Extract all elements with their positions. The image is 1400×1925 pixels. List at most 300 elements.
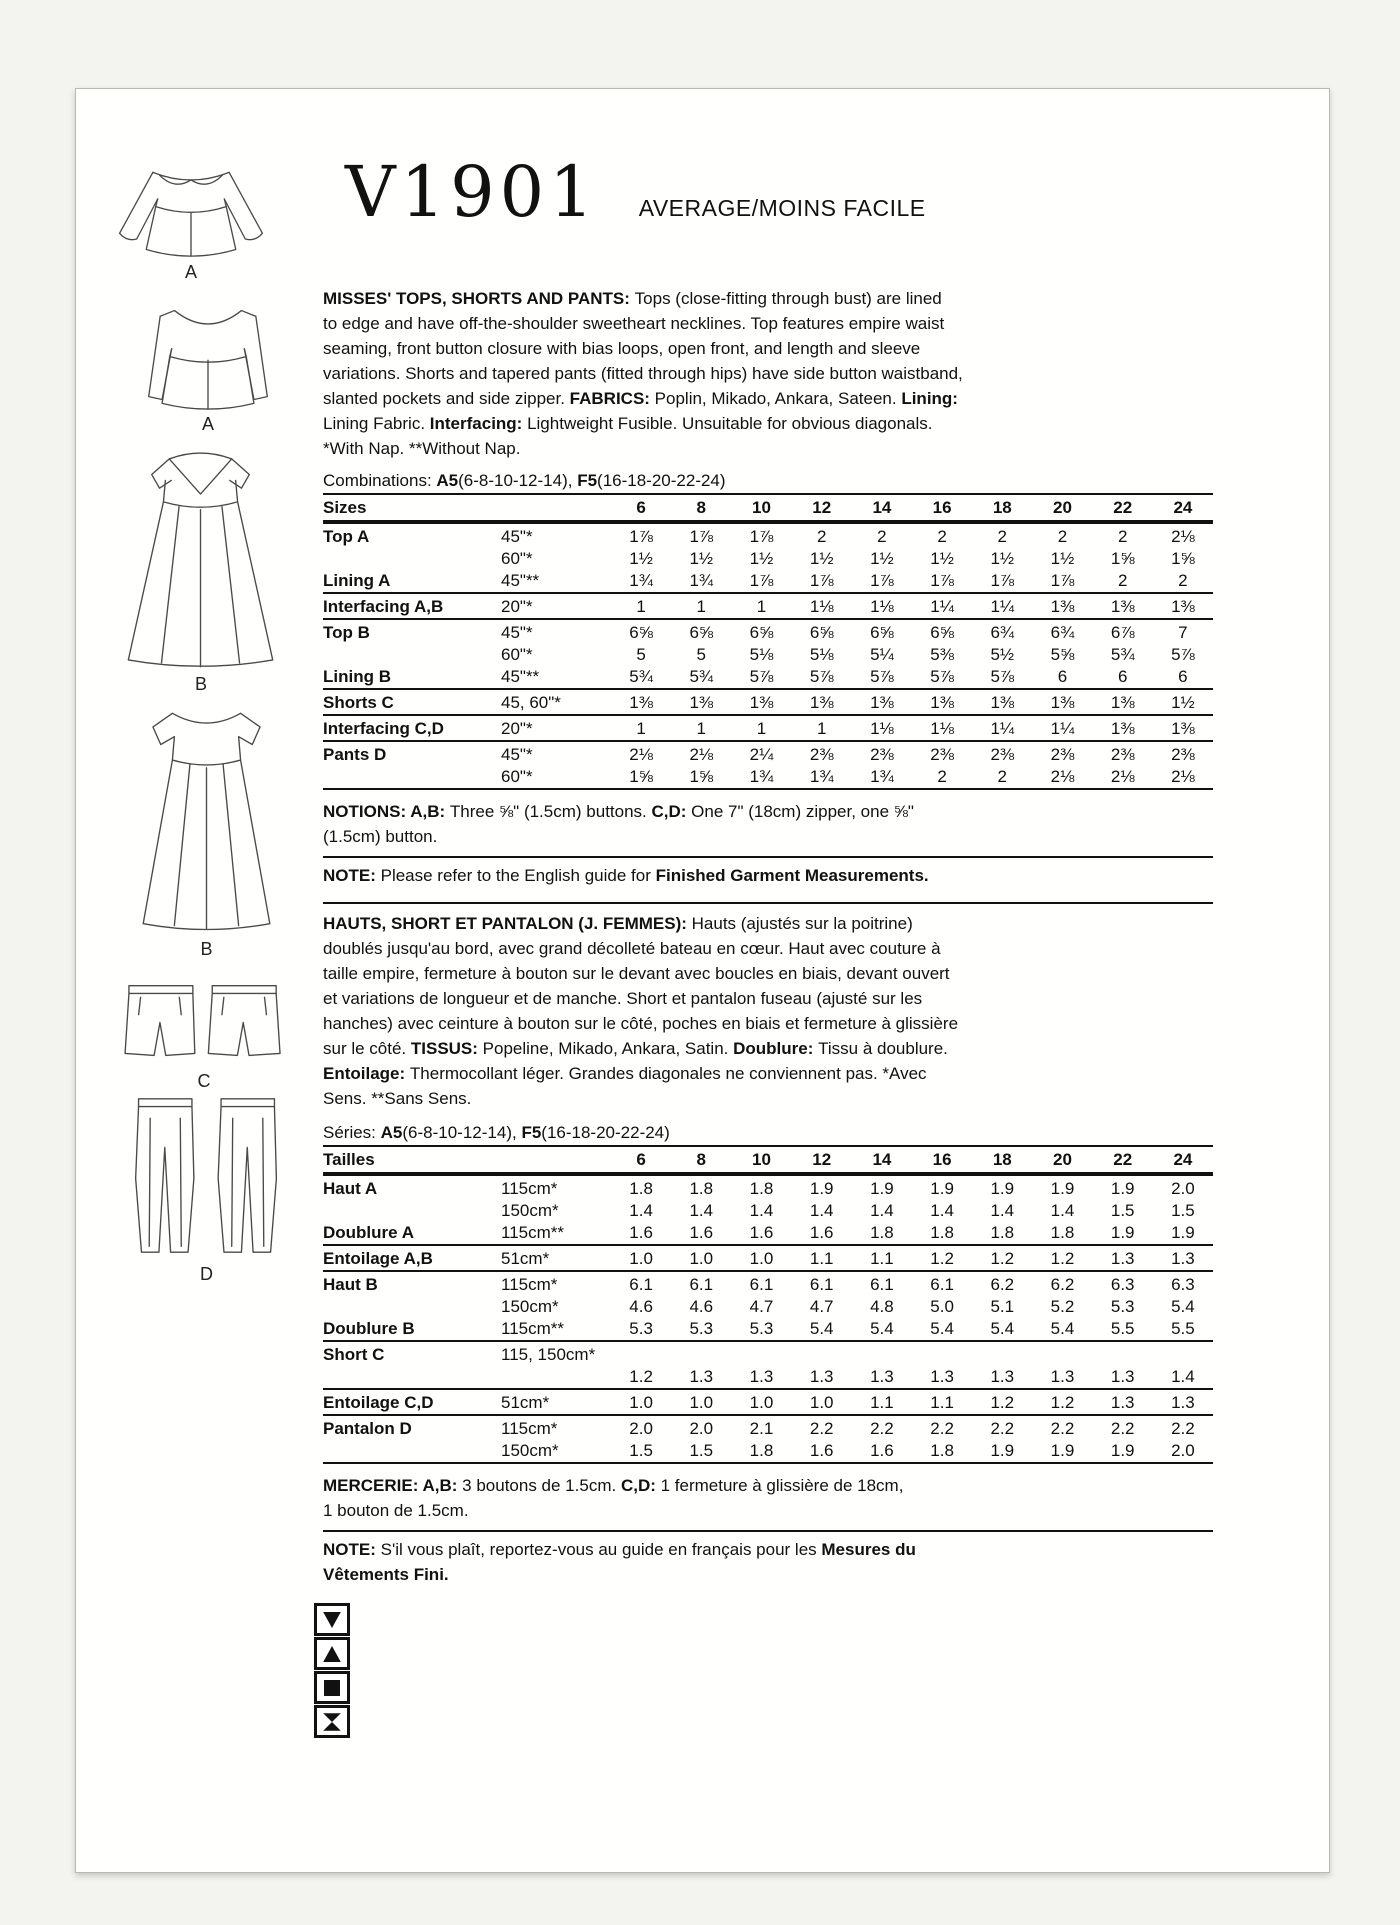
yardage-value: 5.3	[629, 1319, 653, 1338]
yardage-value: 1.3	[1171, 1393, 1195, 1412]
sketch-label: D	[200, 1264, 213, 1284]
yardage-value: 1.0	[689, 1249, 714, 1268]
yardage-row	[323, 570, 1213, 592]
yardage-row	[323, 522, 1213, 548]
fabric-width: 150cm*	[501, 1201, 559, 1220]
yardage-value: 4.6	[689, 1297, 714, 1316]
yardage-value: 6⅞	[1110, 623, 1135, 642]
yardage-value: 6⅝	[749, 623, 774, 642]
yardage-value: 1.4	[629, 1201, 653, 1220]
garment-label: Doublure A	[323, 1223, 414, 1242]
yardage-value: 1.8	[990, 1223, 1015, 1242]
yardage-value: 5¾	[629, 667, 653, 686]
yardage-value: 1.8	[749, 1441, 774, 1460]
yardage-value: 1½	[689, 549, 714, 568]
yardage-value: 2	[997, 767, 1008, 786]
yardage-value: 1.0	[809, 1393, 834, 1412]
top-a-front-icon	[96, 159, 286, 259]
yardage-value: 1.8	[689, 1179, 714, 1198]
yardage-value: 2.2	[870, 1419, 894, 1438]
fabric-width: 51cm*	[501, 1249, 550, 1268]
yardage-row	[323, 644, 1213, 666]
french-mercerie: MERCERIE: A,B: 3 boutons de 1.5cm. C,D: 1 fermeture à glissière de 18cm, 1 bouton de 1.5cm.	[323, 1476, 904, 1520]
fabric-width: 45"**	[501, 667, 540, 686]
yardage-value: 5.4	[1171, 1297, 1195, 1316]
fabric-width: 51cm*	[501, 1393, 550, 1412]
garment-label: Interfacing A,B	[323, 597, 444, 616]
yardage-value: 1⅞	[749, 527, 774, 546]
fabric-width: 115cm*	[501, 1179, 558, 1198]
yardage-value: 5.3	[689, 1319, 714, 1338]
yardage-value: 1⅝	[1110, 549, 1135, 568]
yardage-value: 2⅜	[930, 745, 954, 764]
yardage-value: 2⅜	[870, 745, 894, 764]
yardage-value: 5.4	[990, 1319, 1015, 1338]
yardage-value: 1.5	[1171, 1201, 1195, 1220]
yardage-value: 1.9	[990, 1179, 1015, 1198]
french-note: NOTE: S'il vous plaît, reportez-vous au guide en français pour les Mesures du Vêtements Fini.	[323, 1530, 1213, 1587]
yardage-value: 5.1	[990, 1297, 1015, 1316]
square-icon	[314, 1671, 350, 1704]
yardage-row	[323, 1296, 1213, 1318]
yardage-value: 5	[696, 645, 707, 664]
yardage-value: 1.6	[689, 1223, 714, 1242]
pattern-number: V1901	[345, 151, 599, 233]
yardage-value: 2⅛	[629, 745, 653, 764]
yardage-value: 1⅜	[990, 693, 1015, 712]
garment-label: Interfacing C,D	[323, 719, 444, 738]
yardage-value: 1⅜	[1171, 719, 1195, 738]
yardage-value: 1.6	[870, 1441, 894, 1460]
yardage-value: 5.4	[930, 1319, 954, 1338]
size-column-header: 6	[636, 1150, 646, 1169]
yardage-value: 1⅜	[689, 693, 714, 712]
yardage-value: 1⅜	[1171, 597, 1195, 616]
yardage-value: 1.9	[930, 1179, 954, 1198]
yardage-row	[323, 740, 1213, 766]
yardage-row	[323, 548, 1213, 570]
yardage-value: 1	[696, 597, 707, 616]
yardage-value: 2	[997, 527, 1008, 546]
yardage-value: 5¾	[689, 667, 714, 686]
yardage-value: 4.6	[629, 1297, 653, 1316]
yardage-value: 1	[816, 719, 827, 738]
yardage-row	[323, 1440, 1213, 1462]
garment-label: Top A	[323, 527, 370, 546]
yardage-value: 1.8	[1050, 1223, 1075, 1242]
sketch-top-a-back	[118, 301, 298, 435]
yardage-value: 1.2	[990, 1393, 1015, 1412]
yardage-value: 1⅞	[930, 571, 954, 590]
garment-label: Top B	[323, 623, 370, 642]
fabric-width: 150cm*	[501, 1297, 559, 1316]
yardage-value: 1	[636, 719, 646, 738]
yardage-value: 1	[696, 719, 707, 738]
yardage-value: 1.1	[870, 1393, 894, 1412]
yardage-value: 1⅝	[629, 767, 653, 786]
yardage-value: 5.4	[870, 1319, 894, 1338]
yardage-value: 1.9	[1110, 1223, 1135, 1242]
yardage-value: 1.3	[930, 1367, 954, 1386]
yardage-value: 6.1	[809, 1275, 834, 1294]
yardage-value: 2⅜	[1050, 745, 1075, 764]
yardage-value: 5	[636, 645, 646, 664]
yardage-value: 2	[937, 527, 947, 546]
yardage-value: 1¾	[629, 571, 653, 590]
size-column-header: 16	[932, 498, 952, 517]
yardage-value: 1.9	[809, 1179, 834, 1198]
yardage-row	[323, 1174, 1213, 1200]
yardage-value: 6⅝	[689, 623, 714, 642]
yardage-value: 2⅜	[1171, 745, 1195, 764]
yardage-value: 1⅞	[1050, 571, 1075, 590]
yardage-value: 5⅞	[930, 667, 954, 686]
table-header-row	[323, 495, 1213, 522]
english-yardage-table	[323, 493, 1213, 790]
size-column-header: 14	[872, 1150, 892, 1169]
size-column-header: 22	[1113, 1150, 1133, 1169]
yardage-value: 2.2	[809, 1419, 834, 1438]
yardage-value: 2¼	[749, 745, 774, 764]
garment-label: Entoilage C,D	[323, 1393, 434, 1412]
yardage-value: 1.6	[809, 1441, 834, 1460]
fabric-width: 150cm*	[501, 1441, 559, 1460]
size-column-header: 24	[1173, 498, 1193, 517]
yardage-value: 5¼	[870, 645, 894, 664]
yardage-value: 6⅝	[930, 623, 954, 642]
yardage-value: 1⅜	[629, 693, 653, 712]
yardage-value: 5⅞	[990, 667, 1015, 686]
yardage-value: 4.8	[870, 1297, 894, 1316]
top-a-back-icon	[118, 301, 298, 411]
fabric-width: 115cm*	[501, 1275, 558, 1294]
yardage-value: 1.3	[1110, 1249, 1135, 1268]
dress-b-back-icon	[114, 701, 299, 936]
yardage-value: 1⅞	[990, 571, 1015, 590]
yardage-value: 5.4	[809, 1319, 834, 1338]
yardage-value: 1.1	[870, 1249, 894, 1268]
sketch-top-a-front	[96, 159, 286, 283]
yardage-row	[323, 1414, 1213, 1440]
english-note: NOTE: Please refer to the English guide for Finished Garment Measurements.	[323, 856, 1213, 888]
yardage-value: 6.3	[1110, 1275, 1135, 1294]
yardage-value: 1¾	[870, 767, 894, 786]
yardage-value: 2⅛	[1110, 767, 1135, 786]
yardage-value: 1¼	[990, 597, 1015, 616]
yardage-value: 1.8	[629, 1179, 653, 1198]
yardage-row	[323, 1366, 1213, 1388]
yardage-value: 1.3	[1110, 1367, 1135, 1386]
fabric-width: 45"**	[501, 571, 540, 590]
yardage-value: 1.6	[629, 1223, 653, 1242]
size-column-header: 12	[812, 1150, 832, 1169]
yardage-value: 1.3	[1110, 1393, 1135, 1412]
yardage-value: 6.1	[629, 1275, 653, 1294]
yardage-value: 5⅛	[749, 645, 774, 664]
yardage-value: 1.5	[629, 1441, 653, 1460]
yardage-value: 5.5	[1110, 1319, 1135, 1338]
fabric-width: 60"*	[501, 549, 533, 568]
size-column-header: 20	[1053, 498, 1072, 517]
size-column-header: 24	[1173, 1150, 1193, 1169]
yardage-value: 2⅜	[990, 745, 1015, 764]
yardage-value: 6.3	[1171, 1275, 1195, 1294]
garment-label: Pantalon D	[323, 1419, 412, 1438]
yardage-value: 1⅜	[930, 693, 954, 712]
yardage-value: 5⅝	[1050, 645, 1075, 664]
garment-label: Short C	[323, 1345, 385, 1364]
yardage-value: 1.9	[1050, 1441, 1075, 1460]
size-column-header: 22	[1113, 498, 1133, 517]
yardage-value: 1⅛	[870, 719, 894, 738]
yardage-value: 1½	[1171, 693, 1195, 712]
yardage-value: 5⅞	[870, 667, 894, 686]
yardage-value: 1.0	[629, 1393, 653, 1412]
yardage-row	[323, 1222, 1213, 1244]
yardage-value: 1⅜	[1110, 597, 1135, 616]
yardage-value: 1.5	[1110, 1201, 1135, 1220]
yardage-value: 1.1	[930, 1393, 954, 1412]
size-column-header: 12	[812, 498, 832, 517]
fabric-width: 45, 60"*	[501, 693, 561, 712]
yardage-value: 1¼	[930, 597, 954, 616]
fabric-width: 45"*	[501, 745, 533, 764]
yardage-row	[323, 766, 1213, 788]
yardage-value: 1½	[870, 549, 894, 568]
yardage-value: 1½	[809, 549, 834, 568]
yardage-value: 1¾	[749, 767, 774, 786]
french-description: HAUTS, SHORT ET PANTALON (J. FEMMES): Hauts (ajustés sur la poitrine) doublés jusqu'au bord, avec grand décolleté bateau en cœur. Haut avec couture à taille empire, fermeture à bouton sur le devant avec boucles en biais, devant ouvert et variations de longueur et de manche. Short et pantalon fuseau (ajusté sur les hanches) avec ceinture à bouton sur le côté, poches en biais et fermeture à glissière sur le côté. TISSUS: Popeline, Mikado, Ankara, Satin. Doublure: Tissu à doublure. Entoilage: Thermocollant léger. Grandes diagonales ne conviennent pas. *Avec Sens. **Sans Sens.	[323, 902, 1213, 1111]
yardage-value: 1⅞	[689, 527, 714, 546]
size-column-header: 10	[752, 1150, 771, 1169]
yardage-value: 2.2	[1110, 1419, 1135, 1438]
table-header-label: Sizes	[323, 498, 367, 517]
garment-label: Doublure B	[323, 1319, 415, 1338]
sketch-label: B	[200, 939, 213, 959]
yardage-value: 7	[1178, 623, 1188, 642]
yardage-value: 2.2	[990, 1419, 1015, 1438]
yardage-value: 1⅜	[1050, 693, 1075, 712]
yardage-value: 2	[1117, 571, 1128, 590]
triangle-down-icon	[314, 1603, 350, 1636]
yardage-value: 6⅝	[870, 623, 894, 642]
yardage-value: 1.0	[629, 1249, 653, 1268]
yardage-value: 2	[877, 527, 887, 546]
yardage-value: 2⅛	[1171, 527, 1195, 546]
garment-label: Lining B	[323, 667, 391, 686]
yardage-value: 2.0	[689, 1419, 714, 1438]
yardage-value: 5⅛	[809, 645, 834, 664]
yardage-value: 5.0	[930, 1297, 954, 1316]
yardage-value: 2.0	[1171, 1179, 1195, 1198]
yardage-value: 6	[1178, 667, 1188, 686]
yardage-value: 6.1	[870, 1275, 894, 1294]
yardage-value: 1⅝	[1171, 549, 1195, 568]
yardage-value: 1.5	[689, 1441, 714, 1460]
size-column-header: 20	[1053, 1150, 1072, 1169]
cutting-layout-symbols	[314, 1603, 352, 1738]
yardage-value: 6	[1117, 667, 1128, 686]
yardage-value: 2⅜	[1110, 745, 1135, 764]
yardage-value: 2.1	[749, 1419, 774, 1438]
size-column-header: 8	[696, 1150, 707, 1169]
fabric-width: 20"*	[501, 719, 533, 738]
fabric-width: 60"*	[501, 645, 533, 664]
yardage-row	[323, 1340, 1213, 1366]
dress-b-front-icon	[101, 441, 301, 671]
yardage-value: 2	[816, 527, 827, 546]
yardage-value: 1.1	[809, 1249, 834, 1268]
sketch-pants-d	[124, 1091, 289, 1285]
yardage-value: 1⅛	[809, 597, 834, 616]
yardage-value: 1½	[990, 549, 1015, 568]
yardage-value: 1½	[1050, 549, 1075, 568]
hourglass-icon	[314, 1705, 350, 1738]
yardage-value: 1¾	[809, 767, 834, 786]
title-row	[323, 151, 1213, 254]
sketch-shorts-c	[118, 976, 290, 1092]
yardage-value: 1.4	[930, 1201, 954, 1220]
table-header-row	[323, 1147, 1213, 1174]
yardage-row	[323, 1388, 1213, 1414]
english-combinations: Combinations: A5(6-8-10-12-14), F5(16-18-20-22-24)	[323, 471, 726, 490]
yardage-row	[323, 714, 1213, 740]
yardage-value: 6¾	[1050, 623, 1075, 642]
yardage-value: 2	[1117, 527, 1128, 546]
yardage-value: 2⅜	[809, 745, 834, 764]
yardage-value: 1.2	[629, 1367, 653, 1386]
yardage-value: 1¼	[990, 719, 1015, 738]
yardage-value: 2	[937, 767, 947, 786]
page	[75, 88, 1330, 1873]
yardage-value: 1.8	[930, 1223, 954, 1242]
yardage-value: 1.2	[1050, 1249, 1075, 1268]
yardage-value: 1.3	[1171, 1249, 1195, 1268]
sketch-label: A	[184, 262, 197, 282]
yardage-row	[323, 688, 1213, 714]
garment-label: Lining A	[323, 571, 391, 590]
yardage-value: 6.2	[990, 1275, 1015, 1294]
size-column-header: 16	[932, 1150, 952, 1169]
yardage-value: 2.0	[629, 1419, 653, 1438]
yardage-value: 2	[1057, 527, 1068, 546]
yardage-value: 1.9	[990, 1441, 1015, 1460]
size-column-header: 14	[872, 498, 892, 517]
yardage-value: 5.2	[1050, 1297, 1075, 1316]
yardage-value: 1⅞	[749, 571, 774, 590]
yardage-value: 1⅝	[689, 767, 714, 786]
yardage-value: 1.9	[870, 1179, 894, 1198]
yardage-value: 1½	[930, 549, 954, 568]
fabric-width: 115cm*	[501, 1419, 558, 1438]
yardage-value: 1.2	[1050, 1393, 1075, 1412]
shorts-c-icon	[118, 976, 290, 1068]
yardage-value: 1⅜	[870, 693, 894, 712]
yardage-value: 1.8	[749, 1179, 774, 1198]
sketch-label: C	[197, 1071, 211, 1091]
size-column-header: 6	[636, 498, 646, 517]
yardage-value: 5⅜	[930, 645, 954, 664]
yardage-value: 1.3	[870, 1367, 894, 1386]
yardage-value: 1½	[749, 549, 774, 568]
yardage-value: 1.8	[870, 1223, 894, 1242]
fabric-width: 45"*	[501, 623, 533, 642]
yardage-value: 1.4	[749, 1201, 774, 1220]
garment-label: Entoilage A,B	[323, 1249, 433, 1268]
fabric-width: 45"*	[501, 527, 533, 546]
yardage-value: 6.1	[749, 1275, 774, 1294]
yardage-value: 1.4	[990, 1201, 1015, 1220]
size-column-header: 18	[992, 1150, 1012, 1169]
yardage-value: 1.0	[749, 1249, 774, 1268]
yardage-value: 6.2	[1050, 1275, 1075, 1294]
fabric-width: 115cm**	[501, 1319, 564, 1338]
yardage-value: 1¼	[1050, 719, 1075, 738]
yardage-value: 1.4	[1050, 1201, 1075, 1220]
yardage-row	[323, 1200, 1213, 1222]
yardage-value: 6⅝	[809, 623, 834, 642]
sketch-dress-b-back	[114, 701, 299, 960]
yardage-value: 1⅜	[1110, 693, 1135, 712]
yardage-value: 4.7	[809, 1297, 834, 1316]
yardage-value: 1⅞	[809, 571, 834, 590]
yardage-value: 1⅛	[870, 597, 894, 616]
yardage-value: 1.3	[990, 1367, 1015, 1386]
yardage-value: 1	[756, 597, 767, 616]
yardage-value: 5½	[990, 645, 1015, 664]
french-series: Séries: A5(6-8-10-12-14), F5(16-18-20-22-24)	[323, 1123, 670, 1142]
sketch-label: A	[201, 414, 214, 434]
yardage-value: 1.3	[809, 1367, 834, 1386]
yardage-value: 1.4	[1171, 1367, 1195, 1386]
fabric-width: 20"*	[501, 597, 533, 616]
yardage-value: 1.4	[809, 1201, 834, 1220]
yardage-value: 1.4	[870, 1201, 894, 1220]
yardage-value: 6⅝	[629, 623, 653, 642]
yardage-value: 1⅞	[629, 527, 653, 546]
triangle-up-icon	[314, 1637, 350, 1670]
yardage-value: 1⅜	[809, 693, 834, 712]
yardage-value: 1¾	[689, 571, 714, 590]
yardage-value: 1⅞	[870, 571, 894, 590]
yardage-value: 5⅞	[1171, 645, 1195, 664]
yardage-value: 2⅛	[1050, 767, 1075, 786]
yardage-value: 1.4	[689, 1201, 714, 1220]
garment-label: Pants D	[323, 745, 387, 764]
yardage-value: 6	[1057, 667, 1068, 686]
yardage-row	[323, 1244, 1213, 1270]
yardage-value: 1.9	[1110, 1441, 1135, 1460]
yardage-value: 1.3	[1050, 1367, 1075, 1386]
yardage-row	[323, 1318, 1213, 1340]
yardage-value: 5.3	[1110, 1297, 1135, 1316]
garment-label: Haut B	[323, 1275, 378, 1294]
yardage-value: 5⅞	[809, 667, 834, 686]
yardage-value: 1⅛	[930, 719, 954, 738]
yardage-value: 1.8	[930, 1441, 954, 1460]
table-header-label: Tailles	[323, 1150, 375, 1169]
yardage-value: 1⅜	[1110, 719, 1135, 738]
yardage-value: 1.3	[689, 1367, 714, 1386]
yardage-row	[323, 618, 1213, 644]
yardage-row	[323, 666, 1213, 688]
yardage-value: 1.2	[930, 1249, 954, 1268]
yardage-value: 5.3	[749, 1319, 774, 1338]
english-notions: NOTIONS: A,B: Three ⅝" (1.5cm) buttons. C,D: One 7" (18cm) zipper, one ⅝" (1.5cm) button.	[323, 802, 914, 846]
yardage-value: 2	[1178, 571, 1188, 590]
yardage-value: 2.2	[930, 1419, 954, 1438]
sketch-dress-b-front	[101, 441, 301, 695]
